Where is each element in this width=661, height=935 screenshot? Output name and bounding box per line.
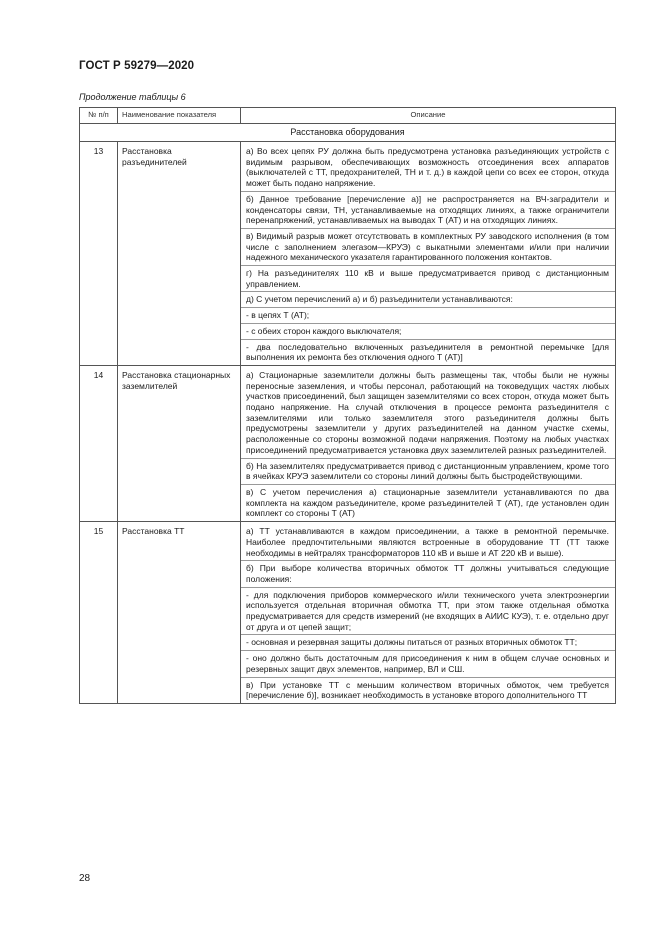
column-header-name: Наименование показателя <box>118 108 241 124</box>
description-paragraph: б) На заземлителях предусматривается привод с дистанционным управлением, кроме того в ячейках КРУЭ заземлители со стороны линий должны быть быстродействующими. <box>241 458 615 484</box>
description-paragraph: - в цепях Т (АТ); <box>241 307 615 323</box>
row-number: 13 <box>80 142 118 366</box>
description-cell <box>241 365 616 521</box>
table-caption: Продолжение таблицы 6 <box>79 92 186 102</box>
indicator-name: Расстановка стационарных заземлителей <box>118 365 241 521</box>
table-header-row <box>80 108 616 124</box>
description-paragraph: б) При выборе количества вторичных обмоток ТТ должны учитываться следующие положения: <box>241 560 615 586</box>
description-paragraph: д) С учетом перечислений а) и б) разъединители устанавливаются: <box>241 291 615 307</box>
description-paragraph: г) На разъединителях 110 кВ и выше предусматривается привод с дистанционным управлением. <box>241 265 615 291</box>
description-paragraph: в) При установке ТТ с меньшим количеством вторичных обмоток, чем требуется [перечисление б)], возникает необходимость в установке второго дополнительного ТТ <box>241 677 615 703</box>
description-paragraph: а) ТТ устанавливаются в каждом присоединении, а также в ремонтной перемычке. Наиболее предпочтительными являются встроенные в оборудование ТТ (ТТ также необходимы в нейтралях трансформаторов 110 кВ и выше и АТ 220 кВ и выше). <box>246 526 609 558</box>
page-number: 28 <box>79 873 91 884</box>
description-paragraph: - оно должно быть достаточным для присоединения к ним в общем случае основных и резервных защит двух элементов, например, ВЛ и СШ. <box>241 650 615 676</box>
column-header-description: Описание <box>241 108 616 124</box>
description-paragraph: - с обеих сторон каждого выключателя; <box>241 323 615 339</box>
section-row <box>80 124 616 142</box>
description-paragraph: б) Данное требование [перечисление а)] не распространяется на ВЧ-заградители и конденсаторы связи, ТН, устанавливаемые на отходящих линиях, а также ограничители перенапряжений, устанавливаемых на выводах Т (АТ) и на отходящих линиях. <box>241 191 615 228</box>
description-paragraph: - основная и резервная защиты должны питаться от разных вторичных обмоток ТТ; <box>241 634 615 650</box>
description-paragraph: в) Видимый разрыв может отсутствовать в комплектных РУ заводского исполнения (в том числе с заполнением элегазом—КРУЭ) с выкатными элементами и/или при наличии надежного механического указателя гарантированного положения контактов. <box>241 228 615 265</box>
column-header-number: № п/п <box>80 108 118 124</box>
section-title: Расстановка оборудования <box>80 124 616 142</box>
description-paragraph: а) Стационарные заземлители должны быть размещены так, чтобы были не нужны переносные заземления, и чтобы персонал, работающий на токоведущих частях любых участков присоединений, был защищен заземлителями со всех сторон, откуда может быть подано напряжение. На случай отключения в процессе ремонта разъединителя с заземлителями или только заземлителя этого разъединителя должны быть предусмотрены заземлители у других разъединителей на данном участке схемы, расположенные со стороны возможной подачи напряжения. Поэтому на любых участках присоединений предусматривается установка двух заземлителей разных разъединителей. <box>246 369 609 455</box>
description-paragraph: - два последовательно включенных разъединителя в ремонтной перемычке [для выполнения их ремонта без отключения одного Т (АТ)] <box>241 339 615 365</box>
row-number: 15 <box>80 522 118 704</box>
description-paragraph: в) С учетом перечисления а) стационарные заземлители устанавливаются по два комплекта на каждом разъединителе, кроме разъединителей Т (АТ), где установлен один комплект со стороны Т (АТ) <box>241 484 615 521</box>
indicator-name: Расстановка разъединителей <box>118 142 241 366</box>
description-paragraph: - для подключения приборов коммерческого и/или технического учета электроэнергии используется отдельная вторичная обмотка ТТ, при этом также отдельная обмотка предусматривается для средств измерений (не входящих в АИИС КУЭ), т. е. отдельно друг от друга и от цепей защит; <box>241 587 615 635</box>
indicator-name: Расстановка ТТ <box>118 522 241 704</box>
description-cell <box>241 522 616 704</box>
standard-title: ГОСТ Р 59279—2020 <box>79 60 195 72</box>
table-row <box>80 142 616 366</box>
table-row <box>80 365 616 521</box>
requirements-table <box>79 107 616 704</box>
row-number: 14 <box>80 365 118 521</box>
description-cell <box>241 142 616 366</box>
description-paragraph: а) Во всех цепях РУ должна быть предусмотрена установка разъединяющих устройств с видимым разрывом, обеспечивающих возможность отсоединения всех аппаратов (выключателей с ТТ, предохранителей, ТН и т. д.) в каждой цепи со всех ее сторон, откуда может быть подано напряжение. <box>246 146 609 189</box>
table-row <box>80 522 616 704</box>
